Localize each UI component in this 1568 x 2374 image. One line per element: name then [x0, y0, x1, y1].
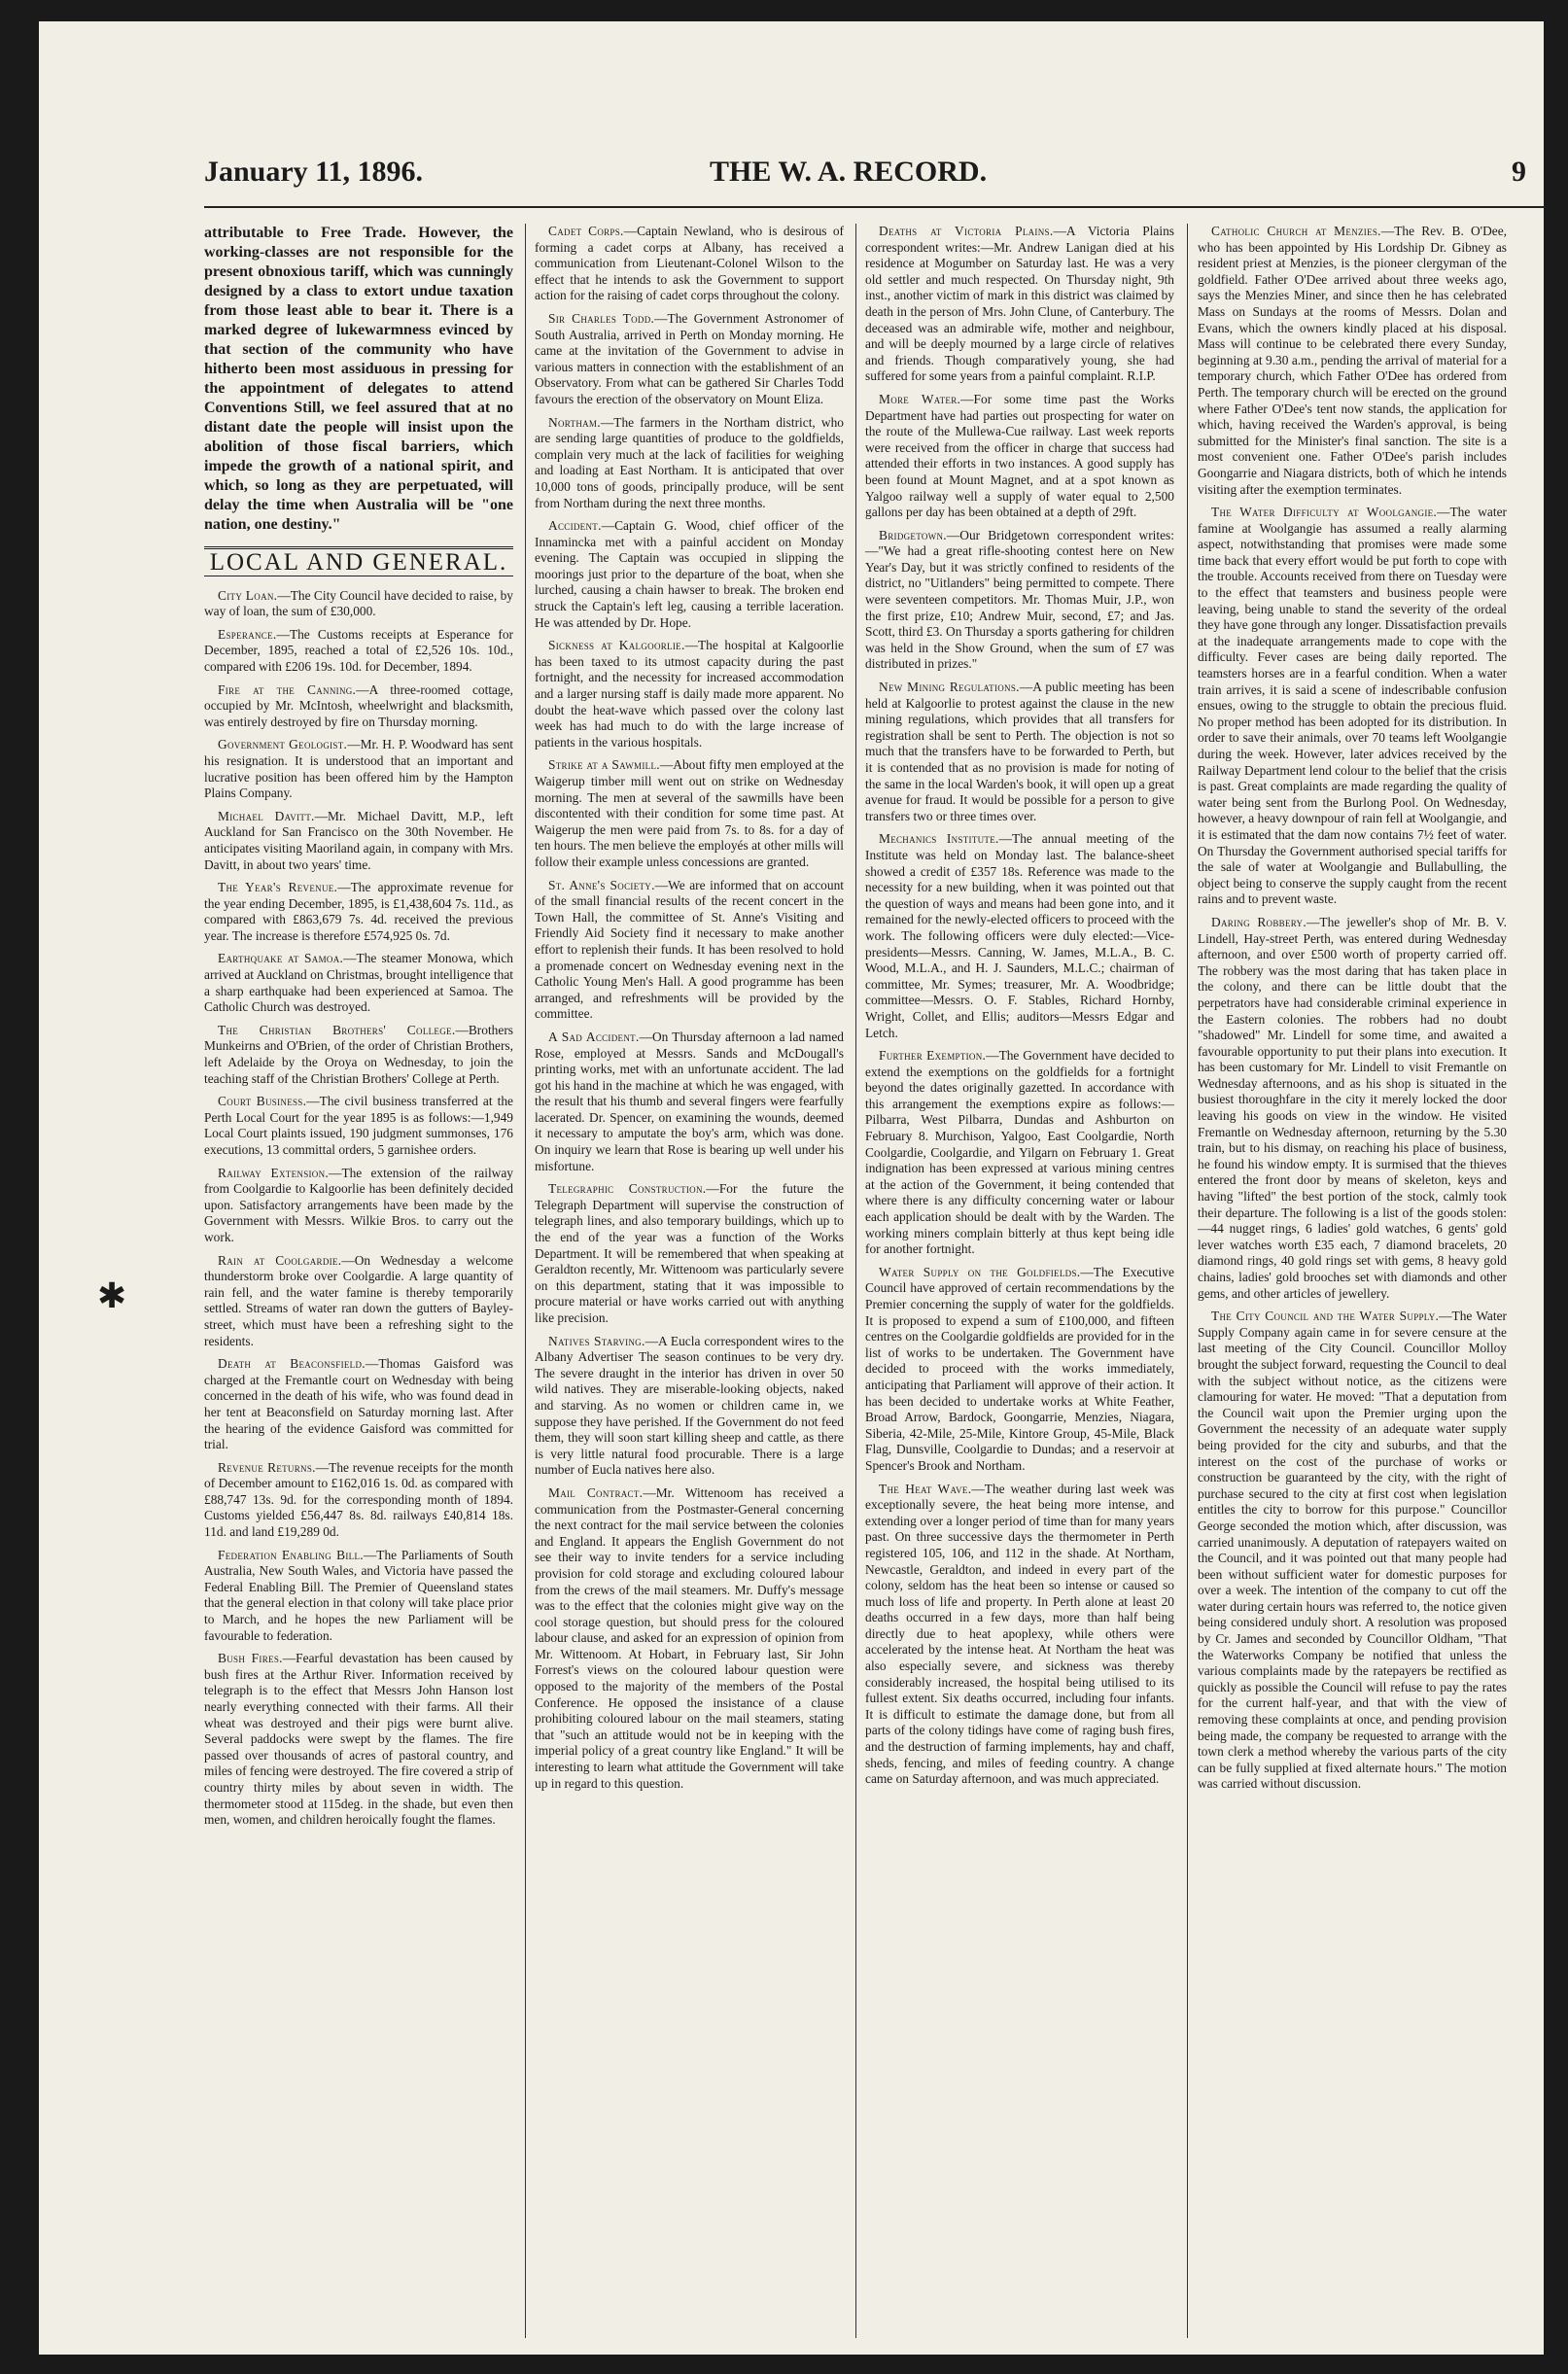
news-item	[535, 1181, 844, 1326]
news-items	[535, 224, 844, 1792]
news-item	[865, 1265, 1174, 1475]
news-item-heading: New Mining Regulations.	[879, 680, 1020, 695]
news-item-heading: Michael Davitt.	[218, 808, 315, 823]
news-item-heading: Northam.	[548, 414, 601, 430]
news-items	[1198, 224, 1507, 1793]
issue-date: January 11, 1896.	[204, 156, 424, 188]
news-item-heading: Telegraphic Construction.	[548, 1181, 707, 1197]
news-item	[1198, 1309, 1507, 1793]
news-item-heading: Bush Fires.	[218, 1651, 283, 1666]
news-item-heading: Daring Robbery.	[1211, 914, 1307, 929]
news-item-heading: The City Council and the Water Supply.	[1211, 1309, 1440, 1324]
news-item	[204, 1253, 513, 1350]
page-number: 9	[1512, 156, 1526, 188]
section-heading: LOCAL AND GENERAL.	[209, 549, 508, 576]
news-item	[204, 1651, 513, 1829]
news-item	[204, 627, 513, 676]
news-item	[535, 1334, 844, 1479]
news-item-heading: Sickness at Kalgoorlie.	[548, 638, 685, 653]
editorial-continuation: attributable to Free Trade. However, the working-classes are not responsible for the present obnoxious tariff, which was cunningly designed by a class to extort undue taxation from those least able to bear it. There is a marked degree of lukewarmness evinced by that section of the community who have hitherto been most assiduous in pressing for the appointment of delegates to attend Conventions Still, we feel assured that at no distant date the people will insist upon the abolition of those fiscal barriers, which impede the growth of a national spirit, and which, so long as they are perpetuated, will delay the time when Australia will be "one nation, one destiny."	[204, 225, 513, 533]
news-item-body: —The steamer Monowa, which arrived at Auckland on Christmas, brought intelligence that a sharp earthquake had been experienced at Samoa. The Catholic Church was destroyed.	[204, 951, 513, 1015]
news-item-body: —The weather during last week was exceptionally severe, the heat being more intense, and extending over a longer period of time than for many years past. On three successive days the thermometer in Perth registered 105, 106, and 112 in the shade. At Northam, Newcastle, Geraldton, and indeed in every part of the colony, seldom has the heat been so intense or caused so much loss of life and property. In Perth alone at least 20 deaths occurred in a few days, more than half being directly due to heat apoplexy, while others were accelerated by the intense heat. At Northam the heat was also especially severe, and sickness was thereby considerably increased, the hospital being utilised to its fullest extent. Six deaths occurred, including four infants. It is difficult to estimate the damage done, but from all parts of the colony tidings have come of raging bush fires, and the destruction of farming implements, hay and chaff, sheds, fencing, and miles of feeding country. A change came on Saturday afternoon, and was much appreciated.	[865, 1481, 1174, 1787]
news-item-heading: The Water Difficulty at Woolgangie.	[1211, 505, 1438, 520]
newspaper-title: THE W. A. RECORD.	[710, 156, 988, 188]
news-item	[1198, 224, 1507, 498]
news-item-body: —Mr. H. P. Woodward has sent his resignation. It is understood that an important and lucrative position has been offered him by the Hampton Plains Company.	[204, 737, 513, 801]
news-item-heading: Mechanics Institute.	[879, 831, 999, 847]
news-item-heading: Cadet Corps.	[548, 224, 624, 238]
news-item-heading: St. Anne's Society.	[548, 877, 655, 892]
news-item-body: —The water famine at Woolgangie has assumed a really alarming aspect, notwithstanding that promises were made some time back that every effort would be put forth to cope with the trouble. Accounts received from there on Tuesday were to the effect that teamsters and business people were leaving, being unable to stand the severity of the ordeal they have gone through any longer. Dissatisfaction prevails at the inadequate arrangements made to cope with the difficulty. Fever cases are being daily reported. The teamsters horses are in a fearful condition. When a water train arrives, it is said a scene of indescribable confusion ensues, owing to the struggle to obtain the precious fluid. No proper method has been adopted for its distribution. In order to save their animals, over 70 teams left Woolgangie during the week. However, later advices received by the Railway Department lend colour to the belief that the crisis is past. Great complaints are made regarding the quality of water being sent from the Burlong Pool. On Wednesday, however, a heavy downpour of rain fell at Woolgangie, and it is estimated that the dam now contains 7½ feet of water. On Thursday the Government authorised special tariffs for the sale of water at Woolgangie and Bullabulling, the object being to conserve the supply caught from the recent rains and to prevent waste.	[1198, 505, 1507, 907]
news-item-heading: A Sad Accident.	[548, 1029, 640, 1044]
news-item-body: —Our Bridgetown correspondent writes:—"We had a great rifle-shooting contest here on New Year's Day, but it was strictly confined to residents of the district, no "Uitlanders" being permitted to compete. There were seventeen competitors. Mr. Thomas Muir, J.P., won the first prize, £10; Andrew Muir, second, £7; and Jas. Scott, third £3. On Thursday a sports gathering for children was held in the Show Ground, when the sum of £7 was distributed in prizes."	[865, 527, 1174, 672]
header-rule	[204, 206, 1546, 208]
news-item-heading: Catholic Church at Menzies.	[1211, 224, 1381, 238]
news-item-heading: Revenue Returns.	[218, 1459, 316, 1475]
news-item-body: —The Customs receipts at Esperance for December, 1895, reached a total of £2,526 10s. 10d., compared with £206 19s. 10d. for December, 1894.	[204, 626, 513, 674]
news-item-heading: The Heat Wave.	[879, 1481, 972, 1496]
news-item-heading: Earthquake at Samoa.	[218, 951, 344, 966]
news-item	[204, 1460, 513, 1541]
news-item-heading: Esperance.	[218, 626, 277, 642]
news-item	[204, 809, 513, 873]
news-item	[865, 224, 1174, 385]
news-item-body: —A Eucla correspondent wires to the Albany Advertiser The season continues to be very dry. The severe draught in the interior has driven in over 50 wild natives. They are miserable-looking objects, naked and starving. As no women or children came in, we suppose they have perished. If the Government do not feed them, they will soon start killing sheep and cattle, as there is very little natural food procurable. There is a large number of Eucla natives here also.	[535, 1333, 844, 1478]
news-item	[535, 518, 844, 631]
news-item	[535, 224, 844, 304]
news-item-heading: Railway Extension.	[218, 1165, 330, 1180]
news-item	[204, 951, 513, 1015]
news-item	[204, 737, 513, 801]
news-item-body: —The Water Supply Company again came in for severe censure at the last meeting of the City Council. Councillor Molloy brought the subject forward, requesting the Council to deal with the subject without notice, as the citizens were clamouring for water. He moved: "That a deputation from the Council wait upon the Premier urging upon the Government the necessity of an adequate water supply being provided for the city and suburbs, and that the interest on the cost of the purchase of works or construction be guaranteed by the city, with the right of purchase secured to the city at first cost when legislation entitles the city to borrow for this purpose." Councillor George seconded the motion which, after discussion, was carried unanimously. A deputation of ratepayers waited on the Council, and it was pointed out that many people had been without sufficient water for domestic purposes for over a week. The intention of the company to cut off the water during certain hours was referred to, the notice given being considered unduly short. A resolution was proposed by Cr. James and seconded by Councillor Oldham, "That the Waterworks Company be notified that unless the various complaints made by the ratepayers be rectified as quickly as possible the Council will refuse to pay the rates for the current half-year, and that with the view of removing these complaints at once, and pending provision being made, the company be requested to arrange with the town clerk a method whereby the various parts of the city can be fully supplied at fixed alternate hours." The motion was carried without discussion.	[1198, 1309, 1507, 1792]
news-item-body: —The Government Astronomer of South Australia, arrived in Perth on Monday morning. He came at the invitation of the Government to advise in various matters in connection with the establishment of an Observatory. From what can be gathered Sir Charles Todd favours the erection of the observatory on Mount Eliza.	[535, 310, 844, 406]
news-item	[535, 757, 844, 870]
news-item-body: —The hospital at Kalgoorlie has been taxed to its utmost capacity during the past fortnight, and the necessity for increased accommodation and a larger nursing staff is daily made more apparent. No doubt the heat-wave which passed over the colony last week has had much to do with the large increase of patients in the various hospitals.	[535, 638, 844, 750]
news-item-body: —The revenue receipts for the month of December amount to £162,016 1s. 0d. as compared with £88,747 13s. 9d. for the corresponding month of 1894. Customs yielded £56,447 8s. 8d. railways £40,814 18s. 11d. and land £19,289 0d.	[204, 1459, 513, 1540]
news-item-body: —The farmers in the Northam district, who are sending large quantities of produce to the goldfields, complain very much at the lack of facilities for weighing and loading at East Northam. It is anticipated that over 10,000 tons of goods, principally produce, will be sent from Northam during the next three months.	[535, 414, 844, 510]
news-item-body: —Mr. Michael Davitt, M.P., left Auckland for San Francisco on the 30th November. He anticipates visiting Maoriland again, in company with Mrs. Davitt, in about two years' time.	[204, 808, 513, 872]
news-item	[535, 311, 844, 408]
news-item-heading: Natives Starving.	[548, 1333, 645, 1348]
news-item-heading: Federation Enabling Bill.	[218, 1547, 364, 1562]
news-item-body: —On Thursday afternoon a lad named Rose, employed at Messrs. Sands and McDougall's printing works, met with an unfortunate accident. The lad got his hand in the machine at which he was engaged, with the result that his thumb and several fingers were fearfully lacerated. Dr. Spencer, on examining the wounds, deemed it necessary to amputate the boy's arm, which was done. On inquiry we learn that Rose is bearing up well under his misfortune.	[535, 1029, 844, 1173]
column-2	[535, 224, 844, 2333]
news-item-body: —The Executive Council have approved of certain recommendations by the Premier concerning the supply of water for the goldfields. It is proposed to expend a sum of £100,000, and fifteen centres on the Coolgardie goldfields are provided for in the list of works to be undertaken. The Government have decided to proceed with the works immediately, anticipating that Parliament will approve of their action. It has been decided to undertake works at White Feather, Broad Arrow, Bardock, Goongarrie, Menzies, Niagara, Siberia, 42-Mile, 25-Mile, Kintore Group, 45-Mile, Black Flag, Dunsville, Coolgardie to Dundas; and a reservoir at Spencer's Brook and Northam.	[865, 1264, 1174, 1473]
column-1	[204, 224, 513, 2333]
news-item	[1198, 915, 1507, 1302]
news-item	[865, 1048, 1174, 1258]
column-4	[1198, 224, 1507, 2333]
news-items	[865, 224, 1174, 1788]
news-item-body: —The civil business transferred at the Perth Local Court for the year 1895 is as follows:—1,949 Local Court plaints issued, 190 judgment summonses, 176 executions, 13 committal orders, 5 garnishee orders.	[204, 1094, 513, 1157]
news-item-heading: Strike at a Sawmill.	[548, 757, 660, 773]
news-item-heading: Sir Charles Todd.	[548, 310, 655, 326]
news-item-heading: The Christian Brothers' College.	[218, 1022, 456, 1037]
column-divider	[855, 224, 856, 2338]
news-item-heading: The Year's Revenue.	[218, 880, 338, 895]
news-item	[865, 680, 1174, 824]
masthead	[204, 156, 1526, 204]
column-3	[865, 224, 1174, 2333]
news-item-body: —The Rev. B. O'Dee, who has been appointed by His Lordship Dr. Gibney as resident priest at Menzies, is the pioneer clergyman of the goldfield. Father O'Dee arrived about three weeks ago, says the Menzies Miner, and since then he has celebrated Mass on Sundays at the rooms of Messrs. Dolan and Evans, which the owners kindly placed at his disposal. Mass will continue to be celebrated there every Sunday, beginning at 9.30 a.m., pending the arrival of material for a temporary church, which Father O'Dee has ordered from Perth. The temporary church will be erected on the ground where Father O'Dee's tent now stands, the application for which, having received the Warden's approval, is being submitted for the Minister's final sanction. The site is a most convenient one. Father O'Dee's parish includes Goongarrie and Niagara districts, both of which he intends visiting after the exemption terminates.	[1198, 224, 1507, 497]
news-item	[204, 1023, 513, 1087]
news-item-body: —The Parliaments of South Australia, New South Wales, and Victoria have passed the Federal Enabling Bill. The Premier of Queensland states that the general election in that colony will take place prior to March, and he hopes the new Parliament will be favourable to federation.	[204, 1547, 513, 1643]
news-item	[204, 1094, 513, 1158]
news-item-body: —Mr. Wittenoom has received a communication from the Postmaster-General concerning the next contract for the mail service between the colonies and England. It appears the English Government do not see their way to invite tenders for a service including provision for cold storage and excluding coloured labour from the crews of the mail steamers. Mr. Duffy's message was to the effect that the colonies might give way on the cool storage question, but should press for the coloured labour clause, and asked for an expression of opinion from Mr. Wittenoom. At Hobart, in February last, Sir John Forrest's views on the coloured labour question were opposed to the majority of the members of the Postal Conference. He opposed the insistance of a clause prohibiting coloured labour on the mail steamers, stating that "such an attitude would not be in keeping with the imperial policy of a great country like England." It will be interesting to learn what attitude the Government will take up in regard to this question.	[535, 1484, 844, 1791]
news-item	[204, 588, 513, 620]
news-item	[1198, 505, 1507, 908]
news-item-body: —On Wednesday a welcome thunderstorm broke over Coolgardie. A large quantity of rain fell, and the water famine is thereby temporarily settled. Streams of water ran down the gutters of Bayley-street, which must have been a refreshing sight to the residents.	[204, 1252, 513, 1348]
news-item-body: —The annual meeting of the Institute was held on Monday last. The balance-sheet showed a credit of £357 18s. Reference was made to the necessity for a new building, when it was pointed out that the question of ways and means had been gone into, and it remained for the newly-elected officers to proceed with the work. The following officers were duly elected:—Vice-presidents—Messrs. Canning, W. James, M.L.A., B. C. Wood, M.L.A., and H. J. Saunders, M.L.C.; chairman of committee, Mr. Symes; treasurer, Mr. A. Woodbridge; committee—Messrs. O. F. Stables, Richard Hornby, Wright, Collet, and Ellis; auditors—Messrs Edgar and Letch.	[865, 831, 1174, 1040]
news-item	[204, 1166, 513, 1246]
news-item	[204, 880, 513, 944]
news-item-heading: Government Geologist.	[218, 737, 348, 752]
news-item-body: —Brothers Munkeirns and O'Brien, of the order of Christian Brothers, left Adelaide by the Oroya on Wednesday, to join the teaching staff of the Christian Brothers' College at Perth.	[204, 1022, 513, 1086]
news-item	[865, 831, 1174, 1041]
news-items	[204, 588, 513, 1829]
news-item-body: —Fearful devastation has been caused by bush fires at the Arthur River. Information received by telegraph is to the effect that Messrs John Hanson lost nearly everything connected with their farms. All their wheat was destroyed and their pigs were burnt alive. Several paddocks were swept by the flames. The fire passed over thousands of acres of pastoral country, and miles of fencing were destroyed. The fire covered a strip of country thirty miles by about seven in width. The thermometer stood at 115deg. in the shade, but even then men, women, and children heroically fought the flames.	[204, 1651, 513, 1828]
news-item-body: —Thomas Gaisford was charged at the Fremantle court on Wednesday with being concerned in the death of his wife, who was found dead in her tent at Beaconsfield on Saturday morning last. After the hearing of the evidence Gaisford was committed for trial.	[204, 1356, 513, 1452]
news-item-body: —The jeweller's shop of Mr. B. V. Lindell, Hay-street Perth, was entered during Wednesday afternoon, and over £500 worth of property carried off. The robbery was the most daring that has taken place in the colony, and there can be little doubt that the perpetrators have had considerable criminal experience in the Eastern colonies. The robbers had no doubt "shadowed" Mr. Lindell for some time, and awaited a favourable opportunity to put their plans into execution. It has been customary for Mr. Lindell to visit Fremantle on Wednesday afternoons, and as his shop is situated in the busiest thoroughfare in the city it merely locked the door leaving his goods on view in the window. He visited Fremantle on Wednesday afternoon, returning by the 5.30 train, but to his dismay, on reaching his place of business, he found his window empty. It is surmised that the thieves entered the front door by means of skeleton, keys and having "lifted" the best portion of the stock, calmly took their departure. The following is a list of the goods stolen:—44 nugget rings, 6 ladies' gold watches, 6 gents' gold lever watches worth £35 each, 7 diamond bracelets, 20 diamond rings, 40 gold rings set with gems, 8 heavy gold chains, ladies' gold brooches set with diamonds and other gems, and other articles of jewellery.	[1198, 914, 1507, 1301]
news-item-body: —For the future the Telegraph Department will supervise the construction of telegraph lines, and also temporary buildings, which up to the end of the year was a function of the Works Department. It will be remembered that when speaking at Geraldton recently, Mr. Wittenoom was particularly severe on this department, stating that it was impossible to procure material or have works carried out with anything like precision.	[535, 1181, 844, 1325]
news-item-body: —Captain Newland, who is desirous of forming a cadet corps at Albany, has received a communication from Lieutenant-Colonel Wilson to the effect that he intends to ask the Government to support action for the raising of cadet corps throughout the colony.	[535, 224, 844, 303]
margin-mark-icon: ✱	[97, 1276, 127, 1315]
news-item-heading: Water Supply on the Goldfields.	[879, 1264, 1081, 1279]
news-item	[204, 1548, 513, 1645]
news-item	[535, 1030, 844, 1174]
news-item-heading: Fire at the Canning.	[218, 681, 357, 697]
news-item-body: —A Victoria Plains correspondent writes:—Mr. Andrew Lanigan died at his residence at Mogumber on Saturday last. He was a very old settler and much respected. On Thursday night, 9th inst., another victim of mark in this district was claimed by death in the person of Mrs. John Clune, of Canterbury. The deceased was an admirable wife, mother and neighbour, and will be deeply mourned by a large circle of relatives and friends. Though comparatively young, she had suffered for some years from a painful complaint. R.I.P.	[865, 224, 1174, 384]
news-item	[535, 415, 844, 512]
news-item-heading: Rain at Coolgardie.	[218, 1252, 342, 1268]
news-item-heading: City Loan.	[218, 587, 278, 603]
news-item-body: —The City Council have decided to raise, by way of loan, the sum of £30,000.	[204, 587, 513, 619]
news-item-body: —A three-roomed cottage, occupied by Mr. McIntosh, wheelwright and blacksmith, was entirely destroyed by fire on Thursday morning.	[204, 681, 513, 729]
news-item	[535, 638, 844, 751]
news-item-body: —A public meeting has been held at Kalgoorlie to protest against the clause in the new mining regulations, which provides that all transfers for registration shall be sent to Perth. The objection is not so much that the transfers have to be forwarded to Perth, but it is contended that as no provision is made for noting of the same in the local Warden's book, it will open up a great avenue for fraud. It would be possible for a person to give transfers two or three times over.	[865, 680, 1174, 823]
news-item-heading: Deaths at Victoria Plains.	[879, 224, 1054, 238]
news-item	[204, 1356, 513, 1453]
column-divider	[1187, 224, 1188, 2338]
news-item	[865, 392, 1174, 521]
news-item-body: —For some time past the Works Department have had parties out prospecting for water on the route of the Mullewa-Cue railway. Last week reports were received from the officer in charge that success had attended their efforts in two instances. A good supply has been found at Mount Magnet, and at a spot known as Yalgoo railway well a supply of water equal to 2,500 gallons per day has been obtained at a depth of 29ft.	[865, 391, 1174, 520]
news-item	[535, 878, 844, 1023]
news-item-heading: Accident.	[548, 518, 602, 534]
news-item-body: —Captain G. Wood, chief officer of the Innamincka met with a painful accident on Monday evening. The Captain was occupied in slipping the moorings just prior to the departure of the boat, when she lurched, causing a chain hawser to break. The broken end struck the Captain's left leg, causing a terrible laceration. He was attended by Dr. Hope.	[535, 518, 844, 630]
news-item-heading: Mail Contract.	[548, 1484, 644, 1500]
column-divider	[525, 224, 526, 2338]
news-item-body: —The approximate revenue for the year ending December, 1895, is £1,438,604 7s. 11d., as compared with £863,679 7s. 4d. received the previous year. The increase is therefore £574,925 0s. 7d.	[204, 880, 513, 943]
news-item-body: —The Government have decided to extend the exemptions on the goldfields for a fortnight beyond the dates originally gazetted. In accordance with this arrangement the exemptions expire as follows:—Pilbarra, West Pilbarra, Dundas and Ashburton on February 8. Murchison, Yalgoo, East Coolgardie, North Coolgardie, Coolgardie, and Yilgarn on February 1. Great indignation has been expressed at various mining centres at the action of the Government, it being contended that where there is any difficulty concerning water or labour each application should be dealt with by the Warden. The working miners complain bitterly at thus kept being idle for another fortnight.	[865, 1048, 1174, 1257]
news-item	[865, 528, 1174, 673]
news-item	[535, 1485, 844, 1792]
news-item	[204, 682, 513, 731]
news-item-heading: Bridgetown.	[879, 527, 947, 542]
news-item-body: —About fifty men employed at the Waigerup timber mill went out on strike on Wednesday morning. The men at several of the sawmills have been discontented with their condition for some time past. At Waigerup the men were paid from 7s. to 8s. for a day of ten hours. The men believe the employés at other mills will follow their example unless concessions are granted.	[535, 757, 844, 869]
news-item-heading: Court Business.	[218, 1094, 307, 1109]
news-item-body: —The extension of the railway from Coolgardie to Kalgoorlie has been definitely decided upon. Satisfactory arrangements have been made by the Government with Messrs. Wilkie Bros. to carry out the work.	[204, 1165, 513, 1244]
news-item-heading: Death at Beaconsfield.	[218, 1356, 366, 1372]
news-item	[865, 1482, 1174, 1788]
newspaper-page	[39, 21, 1544, 2355]
news-item-body: —We are informed that on account of the small financial results of the recent concert in the Town Hall, the committee of St. Anne's Visiting and Friendly Aid Society find it necessary to make another effort to replenish their funds. It has been resolved to hold a promenade concert on Wednesday evening next in the Catholic Young Men's Hall. A good programme has been arranged, and refreshments will be provided by the committee.	[535, 877, 844, 1022]
news-item-heading: Further Exemption.	[879, 1048, 987, 1064]
news-item-heading: More Water.	[879, 391, 961, 406]
